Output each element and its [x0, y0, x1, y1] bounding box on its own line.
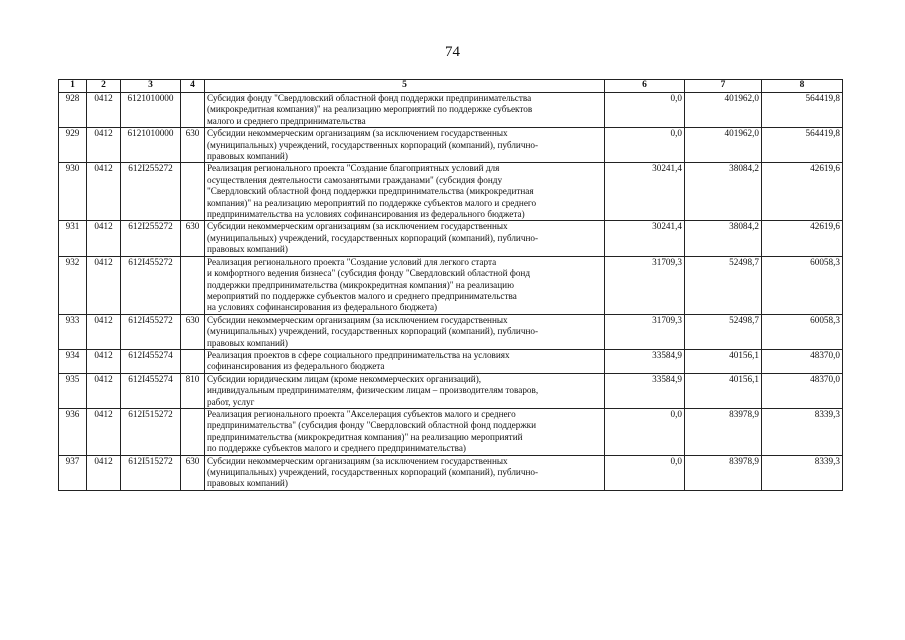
description-line: (муниципальных) учреждений, государственных корпораций (компаний), публично-	[207, 467, 539, 477]
amount-col-6: 31709,3	[605, 314, 685, 349]
expense-type-code: 630	[181, 128, 205, 163]
description-line: правовых компаний)	[207, 151, 288, 162]
amount-col-8: 564419,8	[762, 128, 843, 163]
description-line: на условиях софинансирования из федерального бюджета)	[207, 302, 438, 313]
description-cell	[205, 128, 605, 163]
table-row	[59, 256, 843, 314]
row-number: 933	[59, 314, 87, 349]
description-cell	[205, 93, 605, 128]
header-cell-2: 2	[87, 80, 121, 93]
section-code: 0412	[87, 256, 121, 314]
description-line: Реализация регионального проекта "Создание условий для легкого старта	[207, 256, 497, 267]
section-code: 0412	[87, 314, 121, 349]
header-cell-4: 4	[181, 80, 205, 93]
amount-col-6: 0,0	[605, 93, 685, 128]
description-cell	[205, 314, 605, 349]
row-number: 936	[59, 408, 87, 455]
amount-col-8: 60058,3	[762, 314, 843, 349]
table-row	[59, 93, 843, 128]
amount-col-6: 33584,9	[605, 373, 685, 408]
table-row	[59, 373, 843, 408]
description-cell	[205, 373, 605, 408]
page-number: 74	[445, 44, 460, 60]
row-number: 928	[59, 93, 87, 128]
section-code: 0412	[87, 93, 121, 128]
description-line: (муниципальных) учреждений, государственных корпораций (компаний), публично-	[207, 326, 539, 337]
expense-type-code	[181, 93, 205, 128]
description-line: правовых компаний)	[207, 244, 288, 255]
row-number: 937	[59, 455, 87, 490]
expense-type-code: 630	[181, 221, 205, 256]
amount-col-7: 38084,2	[685, 163, 762, 221]
row-number: 935	[59, 373, 87, 408]
header-cell-1: 1	[59, 80, 87, 93]
expense-type-code: 630	[181, 314, 205, 349]
description-line: (микрокредитная компания)" на реализацию мероприятий по поддержке субъектов	[207, 104, 533, 115]
section-code: 0412	[87, 221, 121, 256]
description-line: работ, услуг	[207, 396, 255, 407]
description-line: Субсидии некоммерческим организациям (за исключением государственных	[207, 128, 508, 139]
target-article-code: 612I515272	[121, 455, 181, 490]
header-cell-5: 5	[205, 80, 605, 93]
table-row	[59, 163, 843, 221]
description-line: Реализация регионального проекта "Создание благоприятных условий для	[207, 163, 500, 174]
amount-col-6: 0,0	[605, 455, 685, 490]
table-row	[59, 221, 843, 256]
amount-col-7: 52498,7	[685, 256, 762, 314]
expense-type-code: 630	[181, 455, 205, 490]
amount-col-7: 83978,9	[685, 455, 762, 490]
section-code: 0412	[87, 349, 121, 373]
amount-col-6: 30241,4	[605, 163, 685, 221]
table-row	[59, 349, 843, 373]
description-line: (муниципальных) учреждений, государственных корпораций (компаний), публично-	[207, 139, 539, 150]
amount-col-8: 564419,8	[762, 93, 843, 128]
row-number: 931	[59, 221, 87, 256]
section-code: 0412	[87, 128, 121, 163]
header-cell-6: 6	[605, 80, 685, 93]
amount-col-8: 48370,0	[762, 349, 843, 373]
description-line: Субсидии некоммерческим организациям (за исключением государственных	[207, 221, 508, 232]
description-line: предпринимательства (микрокредитная компания)" на реализацию мероприятий	[207, 431, 523, 442]
amount-col-7: 401962,0	[685, 93, 762, 128]
section-code: 0412	[87, 408, 121, 455]
expense-type-code	[181, 408, 205, 455]
description-line: Субсидия фонду "Свердловский областной фонд поддержки предпринимательства	[207, 93, 532, 103]
expense-type-code: 810	[181, 373, 205, 408]
amount-col-6: 0,0	[605, 128, 685, 163]
amount-col-6: 0,0	[605, 408, 685, 455]
section-code: 0412	[87, 455, 121, 490]
amount-col-7: 40156,1	[685, 373, 762, 408]
amount-col-6: 31709,3	[605, 256, 685, 314]
description-cell	[205, 408, 605, 455]
amount-col-7: 52498,7	[685, 314, 762, 349]
description-line: Субсидии некоммерческим организациям (за исключением государственных	[207, 314, 508, 325]
table-row	[59, 314, 843, 349]
target-article-code: 6121010000	[121, 93, 181, 128]
amount-col-8: 42619,6	[762, 163, 843, 221]
description-cell	[205, 349, 605, 373]
description-line: мероприятий по поддержке субъектов малого и среднего предпринимательства	[207, 290, 517, 301]
description-line: предпринимательства" (субсидия фонду "Свердловский областной фонд поддержки	[207, 420, 537, 431]
amount-col-7: 40156,1	[685, 349, 762, 373]
target-article-code: 612I455272	[121, 314, 181, 349]
description-line: малого и среднего предпринимательства	[207, 115, 366, 126]
description-line: Реализация регионального проекта "Акселерация субъектов малого и среднего	[207, 408, 516, 419]
description-line: предпринимательства на условиях софинансирования из федерального бюджета)	[207, 209, 525, 220]
row-number: 934	[59, 349, 87, 373]
description-cell	[205, 256, 605, 314]
table-body	[59, 93, 843, 491]
amount-col-8: 42619,6	[762, 221, 843, 256]
expense-type-code	[181, 163, 205, 221]
description-line: компания)" на реализацию мероприятий по поддержке субъектов малого и среднего	[207, 197, 537, 208]
target-article-code: 612I515272	[121, 408, 181, 455]
target-article-code: 6121010000	[121, 128, 181, 163]
description-line: Субсидии некоммерческим организациям (за исключением государственных	[207, 455, 508, 466]
description-line: Реализация проектов в сфере социального предпринимательства на условиях	[207, 349, 510, 360]
amount-col-8: 8339,3	[762, 455, 843, 490]
description-line: правовых компаний)	[207, 478, 288, 489]
amount-col-8: 60058,3	[762, 256, 843, 314]
description-line: правовых компаний)	[207, 337, 288, 348]
section-code: 0412	[87, 163, 121, 221]
description-line: поддержки предпринимательства (микрокредитная компания)" на реализацию	[207, 279, 514, 290]
description-line: осуществления деятельности самозанятыми гражданами" (субсидия фонду	[207, 174, 503, 185]
target-article-code: 612I255272	[121, 221, 181, 256]
table-row	[59, 128, 843, 163]
description-line: софинансирования из федерального бюджета	[207, 361, 385, 372]
description-line: по поддержке субъектов малого и среднего предпринимательства)	[207, 443, 466, 454]
row-number: 930	[59, 163, 87, 221]
expense-type-code	[181, 349, 205, 373]
target-article-code: 612I455274	[121, 373, 181, 408]
description-line: (муниципальных) учреждений, государственных корпораций (компаний), публично-	[207, 232, 539, 243]
header-cell-7: 7	[685, 80, 762, 93]
description-line: и комфортного ведения бизнеса" (субсидия фонду "Свердловский областной фонд	[207, 268, 531, 279]
row-number: 929	[59, 128, 87, 163]
amount-col-7: 401962,0	[685, 128, 762, 163]
target-article-code: 612I455274	[121, 349, 181, 373]
amount-col-6: 30241,4	[605, 221, 685, 256]
description-line: индивидуальным предпринимателям, физическим лицам – производителям товаров,	[207, 385, 539, 396]
table-header-row	[59, 80, 843, 93]
description-line: Субсидии юридическим лицам (кроме некоммерческих организаций),	[207, 373, 482, 384]
description-cell	[205, 455, 605, 490]
target-article-code: 612I255272	[121, 163, 181, 221]
description-line: "Свердловский областной фонд поддержки предпринимательства (микрокредитная	[207, 186, 534, 197]
row-number: 932	[59, 256, 87, 314]
amount-col-8: 48370,0	[762, 373, 843, 408]
section-code: 0412	[87, 373, 121, 408]
amount-col-8: 8339,3	[762, 408, 843, 455]
header-cell-3: 3	[121, 80, 181, 93]
target-article-code: 612I455272	[121, 256, 181, 314]
amount-col-6: 33584,9	[605, 349, 685, 373]
table-row	[59, 408, 843, 455]
budget-table	[58, 79, 843, 491]
amount-col-7: 83978,9	[685, 408, 762, 455]
description-cell	[205, 221, 605, 256]
amount-col-7: 38084,2	[685, 221, 762, 256]
expense-type-code	[181, 256, 205, 314]
description-cell	[205, 163, 605, 221]
header-cell-8: 8	[762, 80, 843, 93]
table-row	[59, 455, 843, 490]
